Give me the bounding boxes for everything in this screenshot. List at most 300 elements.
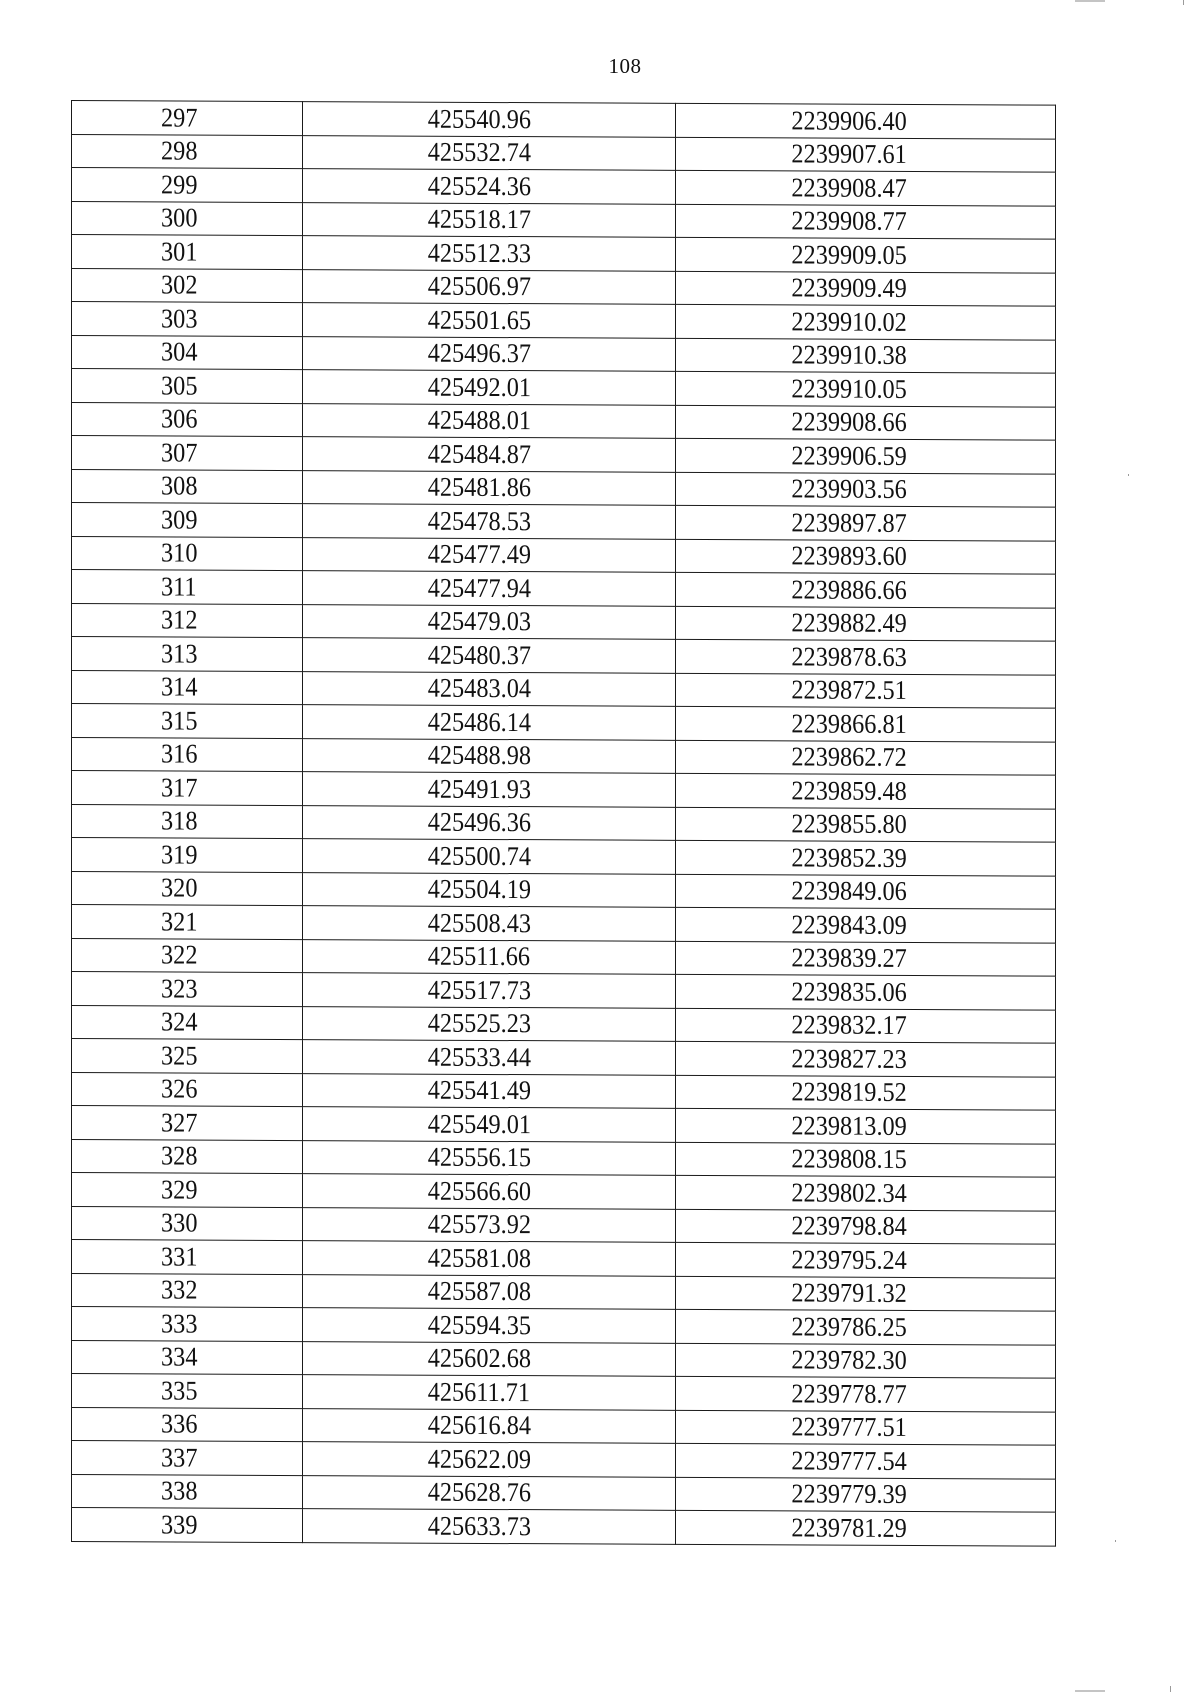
- table-row: [72, 1508, 1056, 1546]
- point-id-cell-text: 303: [160, 303, 198, 334]
- scan-artifact: [1128, 474, 1129, 476]
- y-coordinate-cell: [676, 405, 1056, 440]
- x-coordinate-cell-text: 425479.03: [427, 605, 531, 637]
- x-coordinate-cell: [303, 370, 676, 405]
- point-id-cell: [72, 1508, 303, 1543]
- x-coordinate-cell-text: 425517.73: [427, 974, 531, 1005]
- y-coordinate-cell: [676, 606, 1056, 641]
- y-coordinate-cell: [676, 472, 1056, 507]
- point-id-cell-text: 298: [160, 135, 198, 166]
- point-id-cell-text: 320: [160, 872, 198, 903]
- x-coordinate-cell: [303, 537, 676, 572]
- y-coordinate-cell-text: 2239849.06: [791, 875, 908, 907]
- y-coordinate-cell: [676, 237, 1056, 272]
- y-coordinate-cell-text: 2239777.51: [791, 1411, 908, 1443]
- x-coordinate-cell: [303, 202, 676, 237]
- y-coordinate-cell-text: 2239795.24: [791, 1244, 908, 1275]
- y-coordinate-cell: [676, 740, 1056, 775]
- table-row: [72, 704, 1056, 742]
- y-coordinate-cell: [676, 1209, 1056, 1244]
- x-coordinate-cell-text: 425616.84: [427, 1409, 531, 1441]
- point-id-cell-text: 323: [160, 973, 198, 1004]
- x-coordinate-cell-text: 425511.66: [427, 940, 531, 972]
- scan-artifact: [1170, 1686, 1171, 1692]
- table-row: [72, 1374, 1056, 1412]
- y-coordinate-cell: [676, 438, 1056, 473]
- y-coordinate-cell: [676, 1041, 1056, 1076]
- y-coordinate-cell-text: 2239839.27: [791, 942, 908, 974]
- y-coordinate-cell: [676, 673, 1056, 708]
- point-id-cell: [72, 1374, 303, 1409]
- point-id-cell-text: 315: [160, 705, 198, 736]
- point-id-cell: [72, 670, 303, 705]
- x-coordinate-cell: [303, 1341, 676, 1376]
- table-row: [72, 938, 1056, 976]
- y-coordinate-cell-text: 2239878.63: [791, 641, 908, 672]
- point-id-cell: [72, 838, 303, 873]
- table-row: [72, 1106, 1056, 1144]
- x-coordinate-cell: [303, 269, 676, 304]
- x-coordinate-cell-text: 425508.43: [427, 907, 531, 938]
- table-row: [72, 972, 1056, 1010]
- point-id-cell-text: 338: [160, 1475, 198, 1506]
- point-id-cell-text: 321: [160, 906, 198, 937]
- y-coordinate-cell: [676, 539, 1056, 574]
- y-coordinate-cell-text: 2239907.61: [791, 138, 908, 170]
- x-coordinate-cell-text: 425633.73: [427, 1510, 531, 1541]
- point-id-cell-text: 326: [160, 1073, 198, 1104]
- y-coordinate-cell: [676, 773, 1056, 808]
- point-id-cell-text: 299: [160, 169, 198, 200]
- x-coordinate-cell-text: 425525.23: [427, 1007, 531, 1039]
- y-coordinate-cell: [676, 1309, 1056, 1344]
- point-id-cell-text: 304: [160, 336, 198, 367]
- y-coordinate-cell: [676, 907, 1056, 942]
- point-id-cell: [72, 1273, 303, 1308]
- x-coordinate-cell: [303, 236, 676, 271]
- x-coordinate-cell: [303, 1040, 676, 1075]
- point-id-cell: [72, 704, 303, 739]
- point-id-cell: [72, 503, 303, 538]
- point-id-cell: [72, 168, 303, 203]
- table-row: [72, 771, 1056, 809]
- table-row: [72, 235, 1056, 273]
- y-coordinate-cell-text: 2239778.77: [791, 1378, 908, 1409]
- y-coordinate-cell-text: 2239908.47: [791, 172, 908, 203]
- point-id-cell: [72, 1206, 303, 1241]
- y-coordinate-cell-text: 2239779.39: [791, 1478, 908, 1510]
- y-coordinate-cell-text: 2239777.54: [791, 1445, 908, 1476]
- table-row: [72, 469, 1056, 507]
- point-id-cell-text: 297: [160, 102, 198, 133]
- x-coordinate-cell: [303, 772, 676, 807]
- point-id-cell-text: 339: [160, 1509, 198, 1540]
- point-id-cell-text: 337: [160, 1442, 198, 1473]
- x-coordinate-cell-text: 425486.14: [427, 706, 531, 737]
- x-coordinate-cell: [303, 1006, 676, 1041]
- point-id-cell: [72, 201, 303, 236]
- table-row: [72, 670, 1056, 708]
- x-coordinate-cell: [303, 906, 676, 941]
- point-id-cell: [72, 134, 303, 169]
- x-coordinate-cell-text: 425540.96: [427, 103, 531, 134]
- point-id-cell-text: 329: [160, 1174, 198, 1205]
- y-coordinate-cell-text: 2239859.48: [791, 775, 908, 806]
- table-row: [72, 1005, 1056, 1043]
- x-coordinate-cell-text: 425481.86: [427, 471, 531, 503]
- y-coordinate-cell: [676, 941, 1056, 976]
- y-coordinate-cell-text: 2239903.56: [791, 473, 908, 505]
- point-id-cell: [72, 771, 303, 806]
- y-coordinate-cell-text: 2239886.66: [791, 574, 908, 605]
- point-id-cell: [72, 905, 303, 940]
- point-id-cell: [72, 101, 303, 136]
- x-coordinate-cell-text: 425628.76: [427, 1476, 531, 1508]
- x-coordinate-cell: [303, 1308, 676, 1343]
- point-id-cell: [72, 369, 303, 404]
- point-id-cell-text: 311: [161, 571, 197, 602]
- y-coordinate-cell-text: 2239819.52: [791, 1076, 908, 1108]
- y-coordinate-cell: [676, 338, 1056, 373]
- point-id-cell: [72, 1340, 303, 1375]
- x-coordinate-cell-text: 425496.37: [427, 337, 531, 369]
- y-coordinate-cell-text: 2239906.40: [791, 105, 908, 136]
- point-id-cell-text: 328: [160, 1140, 198, 1171]
- point-id-cell-text: 317: [160, 772, 198, 803]
- point-id-cell: [72, 268, 303, 303]
- table-row: [72, 1273, 1056, 1311]
- point-id-cell: [72, 637, 303, 672]
- table-row: [72, 268, 1056, 306]
- x-coordinate-cell: [303, 169, 676, 204]
- x-coordinate-cell-text: 425496.36: [427, 806, 531, 838]
- point-id-cell-text: 308: [160, 470, 198, 501]
- x-coordinate-cell-text: 425541.49: [427, 1074, 531, 1106]
- page-number: 108: [608, 54, 642, 78]
- table-row: [72, 570, 1056, 608]
- point-id-cell-text: 316: [160, 738, 198, 769]
- y-coordinate-cell-text: 2239832.17: [791, 1009, 908, 1041]
- point-id-cell: [72, 402, 303, 437]
- y-coordinate-cell-text: 2239908.77: [791, 205, 908, 237]
- x-coordinate-cell: [303, 1174, 676, 1209]
- table-row: [72, 134, 1056, 172]
- point-id-cell-text: 306: [160, 403, 198, 434]
- y-coordinate-cell-text: 2239897.87: [791, 507, 908, 538]
- x-coordinate-cell: [303, 973, 676, 1008]
- x-coordinate-cell-text: 425488.98: [427, 739, 531, 771]
- x-coordinate-cell-text: 425480.37: [427, 639, 531, 670]
- x-coordinate-cell: [303, 1207, 676, 1242]
- point-id-cell: [72, 1173, 303, 1208]
- x-coordinate-cell: [303, 738, 676, 773]
- x-coordinate-cell-text: 425500.74: [427, 840, 531, 871]
- y-coordinate-cell: [676, 639, 1056, 674]
- point-id-cell: [72, 603, 303, 638]
- point-id-cell-text: 300: [160, 202, 198, 233]
- y-coordinate-cell-text: 2239791.32: [791, 1277, 908, 1309]
- table-row: [72, 637, 1056, 675]
- point-id-cell: [72, 871, 303, 906]
- y-coordinate-cell-text: 2239910.05: [791, 373, 908, 404]
- point-id-cell-text: 322: [160, 939, 198, 970]
- y-coordinate-cell: [676, 1142, 1056, 1177]
- y-coordinate-cell: [676, 572, 1056, 607]
- point-id-cell-text: 327: [160, 1107, 198, 1138]
- x-coordinate-cell-text: 425587.08: [427, 1275, 531, 1307]
- point-id-cell-text: 332: [160, 1274, 198, 1305]
- table-row: [72, 804, 1056, 842]
- point-id-cell: [72, 1072, 303, 1107]
- x-coordinate-cell: [303, 671, 676, 706]
- x-coordinate-cell: [303, 102, 676, 137]
- y-coordinate-cell-text: 2239786.25: [791, 1311, 908, 1342]
- x-coordinate-cell: [303, 571, 676, 606]
- y-coordinate-cell-text: 2239872.51: [791, 674, 908, 706]
- x-coordinate-cell-text: 425477.49: [427, 538, 531, 570]
- point-id-cell: [72, 436, 303, 471]
- point-id-cell-text: 301: [160, 236, 198, 267]
- table-row: [72, 871, 1056, 909]
- point-id-cell-text: 307: [160, 437, 198, 468]
- y-coordinate-cell-text: 2239843.09: [791, 909, 908, 940]
- table-row: [72, 335, 1056, 373]
- point-id-cell: [72, 570, 303, 605]
- x-coordinate-cell-text: 425512.33: [427, 237, 531, 268]
- scan-artifact: [1075, 0, 1105, 2]
- point-id-cell: [72, 1307, 303, 1342]
- y-coordinate-cell: [676, 974, 1056, 1009]
- point-id-cell: [72, 1106, 303, 1141]
- y-coordinate-cell: [676, 1376, 1056, 1411]
- scan-artifact: [1183, 0, 1184, 5]
- y-coordinate-cell-text: 2239882.49: [791, 607, 908, 639]
- x-coordinate-cell-text: 425491.93: [427, 773, 531, 804]
- point-id-cell-text: 335: [160, 1375, 198, 1406]
- y-coordinate-cell-text: 2239781.29: [791, 1512, 908, 1543]
- y-coordinate-cell-text: 2239813.09: [791, 1110, 908, 1141]
- point-id-cell: [72, 335, 303, 370]
- x-coordinate-cell: [303, 1442, 676, 1477]
- point-id-cell-text: 302: [160, 269, 198, 300]
- y-coordinate-cell-text: 2239908.66: [791, 406, 908, 438]
- x-coordinate-cell: [303, 638, 676, 673]
- x-coordinate-cell-text: 425524.36: [427, 170, 531, 201]
- y-coordinate-cell: [676, 874, 1056, 909]
- table-row: [72, 302, 1056, 340]
- y-coordinate-cell: [676, 1242, 1056, 1277]
- table-row: [72, 1474, 1056, 1512]
- point-id-cell: [72, 1441, 303, 1476]
- table-row: [72, 1441, 1056, 1479]
- y-coordinate-cell: [676, 1443, 1056, 1478]
- x-coordinate-cell-text: 425602.68: [427, 1342, 531, 1374]
- x-coordinate-cell-text: 425504.19: [427, 873, 531, 905]
- table-row: [72, 101, 1056, 139]
- point-id-cell-text: 318: [160, 805, 198, 836]
- x-coordinate-cell-text: 425532.74: [427, 136, 531, 168]
- point-id-cell-text: 333: [160, 1308, 198, 1339]
- table-row: [72, 201, 1056, 239]
- point-id-cell: [72, 1139, 303, 1174]
- table-row: [72, 603, 1056, 641]
- y-coordinate-cell-text: 2239909.49: [791, 272, 908, 304]
- point-id-cell: [72, 1474, 303, 1509]
- x-coordinate-cell: [303, 604, 676, 639]
- y-coordinate-cell: [676, 1108, 1056, 1143]
- x-coordinate-cell-text: 425556.15: [427, 1141, 531, 1173]
- y-coordinate-cell: [676, 137, 1056, 172]
- x-coordinate-cell: [303, 1509, 676, 1544]
- y-coordinate-cell: [676, 505, 1056, 540]
- x-coordinate-cell-text: 425566.60: [427, 1175, 531, 1206]
- y-coordinate-cell: [676, 170, 1056, 205]
- x-coordinate-cell: [303, 135, 676, 170]
- y-coordinate-cell-text: 2239782.30: [791, 1344, 908, 1376]
- table-row: [72, 1173, 1056, 1211]
- x-coordinate-cell: [303, 437, 676, 472]
- x-coordinate-cell: [303, 705, 676, 740]
- x-coordinate-cell: [303, 1375, 676, 1410]
- point-id-cell: [72, 804, 303, 839]
- point-id-cell: [72, 972, 303, 1007]
- point-id-cell: [72, 1407, 303, 1442]
- point-id-cell: [72, 1039, 303, 1074]
- x-coordinate-cell: [303, 1475, 676, 1510]
- y-coordinate-cell-text: 2239893.60: [791, 540, 908, 572]
- x-coordinate-cell-text: 425478.53: [427, 505, 531, 536]
- y-coordinate-cell: [676, 1008, 1056, 1043]
- x-coordinate-cell: [303, 1241, 676, 1276]
- x-coordinate-cell-text: 425581.08: [427, 1242, 531, 1273]
- y-coordinate-cell-text: 2239862.72: [791, 741, 908, 773]
- y-coordinate-cell-text: 2239798.84: [791, 1210, 908, 1242]
- y-coordinate-cell: [676, 807, 1056, 842]
- table-row: [72, 1139, 1056, 1177]
- table-row: [72, 168, 1056, 206]
- point-id-cell-text: 324: [160, 1006, 198, 1037]
- x-coordinate-cell: [303, 504, 676, 539]
- y-coordinate-cell: [676, 1410, 1056, 1445]
- point-id-cell-text: 319: [160, 839, 198, 870]
- x-coordinate-cell-text: 425622.09: [427, 1443, 531, 1474]
- x-coordinate-cell-text: 425573.92: [427, 1208, 531, 1240]
- table-row: [72, 369, 1056, 407]
- scan-artifact: [1075, 1690, 1105, 1692]
- x-coordinate-cell: [303, 303, 676, 338]
- y-coordinate-cell-text: 2239910.02: [791, 306, 908, 337]
- x-coordinate-cell-text: 425492.01: [427, 371, 531, 402]
- point-id-cell: [72, 938, 303, 973]
- y-coordinate-cell: [676, 1276, 1056, 1311]
- point-id-cell: [72, 536, 303, 571]
- x-coordinate-cell-text: 425611.71: [427, 1376, 531, 1407]
- x-coordinate-cell: [303, 1408, 676, 1443]
- table-row: [72, 503, 1056, 541]
- y-coordinate-cell-text: 2239906.59: [791, 440, 908, 471]
- x-coordinate-cell-text: 425506.97: [427, 270, 531, 302]
- table-row: [72, 905, 1056, 943]
- y-coordinate-cell-text: 2239852.39: [791, 842, 908, 873]
- x-coordinate-cell: [303, 336, 676, 371]
- y-coordinate-cell-text: 2239910.38: [791, 339, 908, 371]
- x-coordinate-cell: [303, 872, 676, 907]
- y-coordinate-cell-text: 2239808.15: [791, 1143, 908, 1175]
- point-id-cell-text: 334: [160, 1341, 198, 1372]
- x-coordinate-cell-text: 425477.94: [427, 572, 531, 603]
- point-id-cell-text: 305: [160, 370, 198, 401]
- y-coordinate-cell: [676, 1343, 1056, 1378]
- point-id-cell: [72, 302, 303, 337]
- table-row: [72, 1407, 1056, 1445]
- x-coordinate-cell-text: 425483.04: [427, 672, 531, 704]
- y-coordinate-cell: [676, 1175, 1056, 1210]
- table-row: [72, 1072, 1056, 1110]
- x-coordinate-cell: [303, 1107, 676, 1142]
- y-coordinate-cell: [676, 304, 1056, 339]
- y-coordinate-cell-text: 2239835.06: [791, 976, 908, 1007]
- table-row: [72, 838, 1056, 876]
- table-row: [72, 536, 1056, 574]
- x-coordinate-cell-text: 425518.17: [427, 203, 531, 235]
- coordinate-table: [71, 100, 1056, 1546]
- table-row: [72, 1340, 1056, 1378]
- point-id-cell-text: 314: [160, 671, 198, 702]
- point-id-cell-text: 325: [160, 1040, 198, 1071]
- table-row: [72, 737, 1056, 775]
- y-coordinate-cell-text: 2239866.81: [791, 708, 908, 739]
- point-id-cell-text: 312: [160, 604, 198, 635]
- y-coordinate-cell: [676, 271, 1056, 306]
- table-row: [72, 1240, 1056, 1278]
- x-coordinate-cell: [303, 403, 676, 438]
- table-row: [72, 402, 1056, 440]
- x-coordinate-cell: [303, 1073, 676, 1108]
- point-id-cell-text: 310: [160, 537, 198, 568]
- point-id-cell-text: 330: [160, 1207, 198, 1238]
- y-coordinate-cell: [676, 1510, 1056, 1545]
- y-coordinate-cell: [676, 1477, 1056, 1512]
- y-coordinate-cell: [676, 103, 1056, 138]
- point-id-cell-text: 331: [160, 1241, 198, 1272]
- table-row: [72, 1307, 1056, 1345]
- point-id-cell-text: 309: [160, 504, 198, 535]
- x-coordinate-cell: [303, 1274, 676, 1309]
- y-coordinate-cell: [676, 204, 1056, 239]
- point-id-cell-text: 336: [160, 1408, 198, 1439]
- scan-artifact: [1115, 1540, 1116, 1542]
- x-coordinate-cell-text: 425484.87: [427, 438, 531, 469]
- x-coordinate-cell-text: 425594.35: [427, 1309, 531, 1340]
- y-coordinate-cell: [676, 840, 1056, 875]
- y-coordinate-cell: [676, 706, 1056, 741]
- x-coordinate-cell: [303, 805, 676, 840]
- x-coordinate-cell: [303, 939, 676, 974]
- point-id-cell: [72, 737, 303, 772]
- table-body: [72, 101, 1056, 1546]
- y-coordinate-cell-text: 2239802.34: [791, 1177, 908, 1208]
- y-coordinate-cell: [676, 371, 1056, 406]
- x-coordinate-cell-text: 425501.65: [427, 304, 531, 335]
- point-id-cell: [72, 1240, 303, 1275]
- x-coordinate-cell-text: 425488.01: [427, 404, 531, 436]
- x-coordinate-cell-text: 425533.44: [427, 1041, 531, 1072]
- point-id-cell: [72, 235, 303, 270]
- y-coordinate-cell-text: 2239855.80: [791, 808, 908, 840]
- point-id-cell-text: 313: [160, 638, 198, 669]
- point-id-cell: [72, 1005, 303, 1040]
- y-coordinate-cell: [676, 1075, 1056, 1110]
